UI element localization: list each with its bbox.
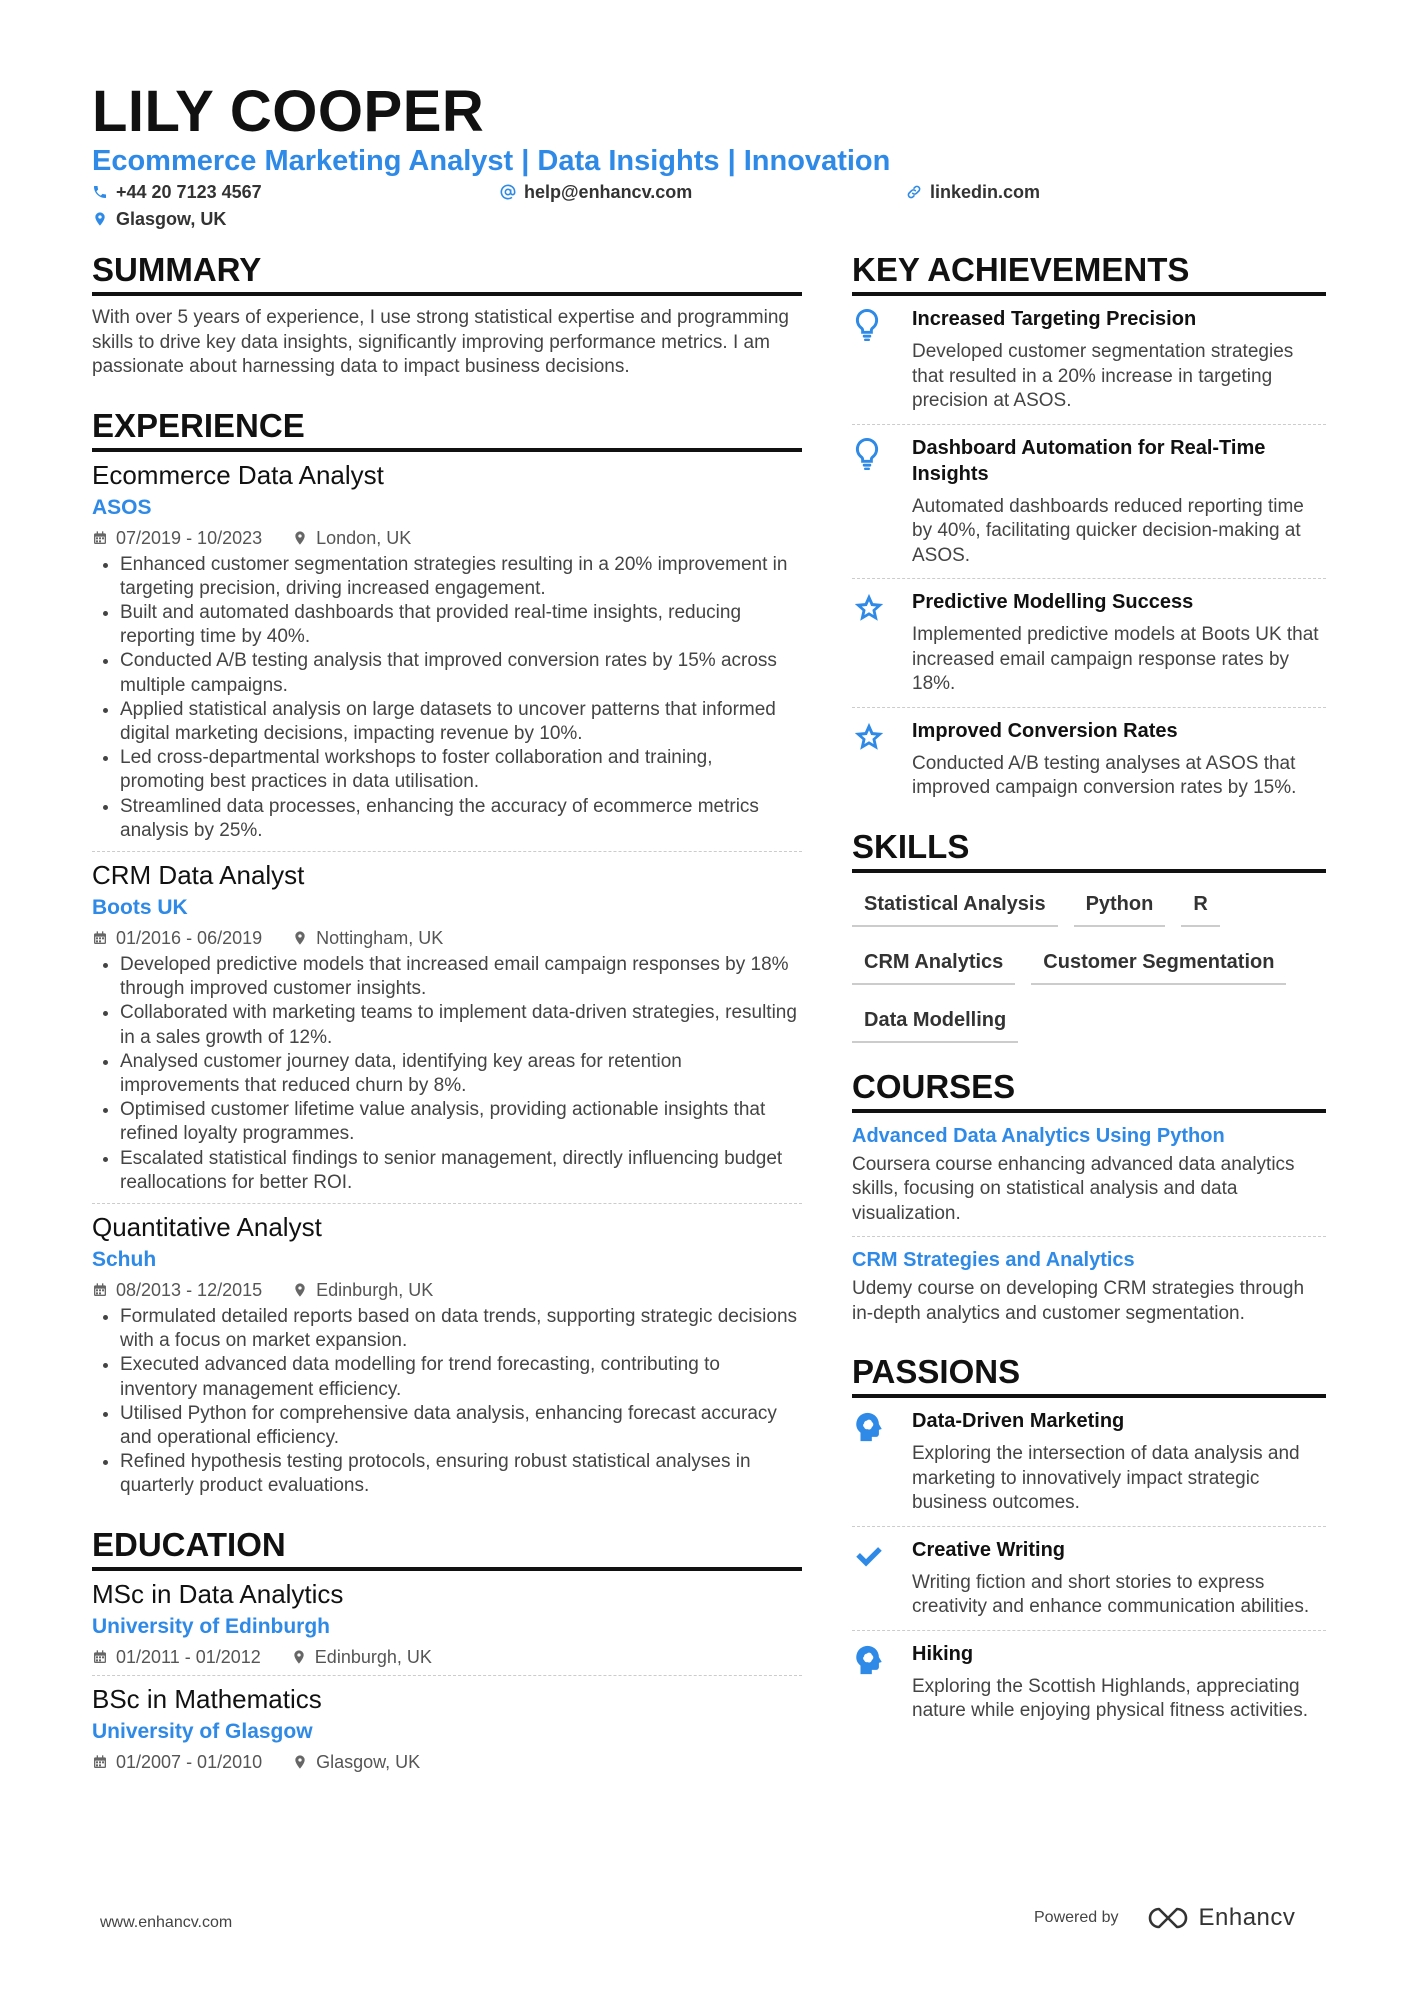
company-name: Schuh [92, 1247, 157, 1271]
linkedin-text[interactable]: linkedin.com [930, 182, 1041, 202]
date-range: 01/2011 - 01/2012 [116, 1646, 261, 1667]
icon-holder [852, 1537, 912, 1620]
bullet-item: • Streamlined data processes, enhancing the accuracy of ecommerce metrics analysis by 25%. [120, 795, 802, 843]
job-title: CRM Data Analyst [92, 859, 305, 890]
education-entry [92, 1577, 802, 1676]
star-icon [852, 591, 886, 625]
school-name: University of Glasgow [92, 1719, 313, 1743]
job-entry [92, 458, 802, 852]
courses-heading: COURSES [852, 1067, 1326, 1113]
achievement-item [852, 425, 1326, 580]
bullet-item: • Conducted A/B testing analysis that improved conversion rates by 15% across multiple campaigns. [120, 649, 802, 697]
item-title: Dashboard Automation for Real-Time Insights [912, 436, 1266, 485]
head-brain-icon [852, 1643, 886, 1677]
passion-item [852, 1631, 1326, 1734]
location-pin-icon [92, 211, 108, 227]
bullet-item: • Executed advanced data modelling for trend forecasting, contributing to inventory management efficiency. [120, 1353, 802, 1401]
icon-holder [852, 718, 912, 801]
icon-holder [852, 1408, 912, 1516]
location-text: Glasgow, UK [116, 209, 227, 229]
achievements-list [852, 296, 1326, 811]
item-title: Improved Conversion Rates [912, 719, 1178, 742]
skill-tag: Customer Segmentation [1031, 941, 1286, 985]
headline: Ecommerce Marketing Analyst | Data Insights | Innovation [92, 145, 891, 177]
date-location-row [92, 1750, 802, 1774]
location-pin-icon [292, 1282, 308, 1298]
lightbulb-icon [852, 437, 882, 471]
skill-tag: Data Modelling [852, 999, 1018, 1043]
date-location-row [92, 926, 802, 950]
item-description: Writing fiction and short stories to express creativity and enhance communication abilities. [912, 1571, 1310, 1617]
candidate-name: LILY COOPER [92, 79, 485, 144]
contact-location [92, 207, 226, 231]
bullet-item: • Utilised Python for comprehensive data analysis, enhancing forecast accuracy and operational efficiency. [120, 1402, 802, 1450]
icon-holder [852, 306, 912, 414]
footer-branding [1034, 1904, 1295, 1932]
courses-list [852, 1123, 1326, 1337]
item-body [912, 1537, 1326, 1620]
item-description: Exploring the Scottish Highlands, appreciating nature while enjoying physical fitness activities. [912, 1675, 1309, 1721]
job-entry [92, 858, 802, 1204]
contact-phone [92, 180, 262, 204]
job-bullets [92, 953, 802, 1195]
date-range: 08/2013 - 12/2015 [116, 1279, 263, 1300]
checkmark-icon [852, 1539, 886, 1573]
course-title: Advanced Data Analytics Using Python [852, 1124, 1225, 1147]
lightbulb-icon [852, 308, 882, 342]
icon-holder [852, 435, 912, 569]
bullet-item: • Developed predictive models that increased email campaign responses by 18% through improved customer insights. [120, 953, 802, 1001]
passions-list [852, 1398, 1326, 1734]
bullet-item: • Built and automated dashboards that provided real-time insights, reducing reporting time by 40%. [120, 601, 802, 649]
job-title: Quantitative Analyst [92, 1211, 322, 1242]
passion-item [852, 1398, 1326, 1527]
achievement-item [852, 296, 1326, 425]
brand-name: Enhancv [1198, 1904, 1296, 1931]
passions-heading: PASSIONS [852, 1352, 1326, 1398]
location: Edinburgh, UK [316, 1279, 434, 1300]
job-bullets [92, 553, 802, 843]
item-body [912, 435, 1326, 569]
location-pin-icon [292, 1754, 308, 1770]
school-name: University of Edinburgh [92, 1614, 331, 1638]
phone-icon [92, 184, 108, 200]
job-entry [92, 1210, 802, 1507]
degree: MSc in Data Analytics [92, 1578, 344, 1609]
date-range: 01/2016 - 06/2019 [116, 927, 263, 948]
skill-tag: Statistical Analysis [852, 883, 1058, 927]
date-range: 07/2019 - 10/2023 [116, 527, 263, 548]
at-icon [500, 184, 516, 200]
skill-tag: CRM Analytics [852, 941, 1015, 985]
bullet-item: • Analysed customer journey data, identifying key areas for retention improvements that reduced churn by 8%. [120, 1050, 802, 1098]
head-brain-icon [852, 1410, 886, 1444]
star-icon [852, 720, 886, 754]
location: Glasgow, UK [316, 1751, 421, 1772]
left-column [92, 250, 802, 1784]
bullet-item: • Formulated detailed reports based on data trends, supporting strategic decisions with a focus on market expansion. [120, 1305, 802, 1353]
job-title: Ecommerce Data Analyst [92, 459, 384, 490]
contact-email [500, 180, 692, 204]
date-range: 01/2007 - 01/2010 [116, 1751, 263, 1772]
degree: BSc in Mathematics [92, 1683, 322, 1714]
summary-text: With over 5 years of experience, I use strong statistical expertise and programming skills to drive key data insights, significantly improving performance metrics. I am passionate about harnessing data to impact business decisions. [92, 307, 789, 377]
bullet-item: • Optimised customer lifetime value analysis, providing actionable insights that refined loyalty programmes. [120, 1098, 802, 1146]
skill-tag: R [1181, 883, 1219, 927]
item-description: Developed customer segmentation strategies that resulted in a 20% increase in targeting precision at ASOS. [912, 341, 1294, 411]
item-body [912, 1408, 1326, 1516]
item-body [912, 589, 1326, 697]
email-text[interactable]: help@enhancv.com [524, 182, 693, 202]
location: Nottingham, UK [316, 927, 444, 948]
education-entry [92, 1682, 802, 1780]
icon-holder [852, 1641, 912, 1724]
job-bullets [92, 1305, 802, 1499]
calendar-icon [92, 1282, 108, 1298]
skill-tag: Python [1074, 883, 1166, 927]
company-name: ASOS [92, 495, 152, 519]
location: Edinburgh, UK [314, 1646, 432, 1667]
company-name: Boots UK [92, 895, 188, 919]
course-title: CRM Strategies and Analytics [852, 1249, 1135, 1271]
location-pin-icon [291, 1649, 307, 1665]
item-title: Increased Targeting Precision [912, 308, 1197, 330]
location-pin-icon [292, 530, 308, 546]
calendar-icon [92, 1754, 108, 1770]
item-body [912, 306, 1326, 414]
achievements-heading: KEY ACHIEVEMENTS [852, 250, 1326, 296]
contact-linkedin [906, 180, 1040, 204]
date-location-row [92, 1278, 802, 1302]
passion-item [852, 1527, 1326, 1631]
experience-list [92, 458, 802, 1507]
location-pin-icon [292, 930, 308, 946]
course-description: Coursera course enhancing advanced data analytics skills, focusing on statistical analysis and data visualization. [852, 1153, 1326, 1238]
link-icon [906, 184, 922, 200]
item-description: Conducted A/B testing analyses at ASOS that improved campaign conversion rates by 15%. [912, 752, 1297, 798]
education-list [92, 1577, 802, 1780]
bullet-item: • Led cross-departmental workshops to foster collaboration and training, promoting best practices in data utilisation. [120, 746, 802, 794]
bullet-item: • Refined hypothesis testing protocols, ensuring robust statistical analyses in quarterly product evaluations. [120, 1450, 802, 1498]
course-entry [852, 1247, 1326, 1336]
item-title: Creative Writing [912, 1538, 1065, 1561]
item-title: Hiking [912, 1642, 974, 1665]
summary-heading: SUMMARY [92, 250, 802, 296]
item-title: Predictive Modelling Success [912, 591, 1194, 613]
calendar-icon [92, 530, 108, 546]
date-location-row [92, 526, 802, 550]
item-description: Automated dashboards reduced reporting time by 40%, facilitating quicker decision-making at ASOS. [912, 495, 1304, 566]
bullet-item: • Collaborated with marketing teams to implement data-driven strategies, resulting in a sales growth of 12%. [120, 1001, 802, 1049]
bullet-item: • Escalated statistical findings to senior management, directly influencing budget reallocations for better ROI. [120, 1147, 802, 1195]
icon-holder [852, 589, 912, 697]
powered-by-text: Powered by [1034, 1909, 1119, 1926]
skills-list [852, 883, 1326, 1057]
bullet-item: • Enhanced customer segmentation strategies resulting in a 20% improvement in targeting precision, driving increased engagement. [120, 553, 802, 601]
item-description: Exploring the intersection of data analysis and marketing to innovatively impact strategic business outcomes. [912, 1443, 1300, 1513]
enhancv-logo-icon [1145, 1905, 1191, 1931]
footer-website[interactable]: www.enhancv.com [100, 1914, 233, 1931]
achievement-item [852, 708, 1326, 811]
education-heading: EDUCATION [92, 1525, 802, 1571]
date-location-row [92, 1645, 802, 1669]
experience-heading: EXPERIENCE [92, 406, 802, 452]
calendar-icon [92, 1649, 108, 1665]
item-body [912, 1641, 1326, 1724]
item-title: Data-Driven Marketing [912, 1410, 1125, 1432]
right-column [852, 250, 1326, 1734]
phone-text: +44 20 7123 4567 [116, 182, 262, 202]
course-description: Udemy course on developing CRM strategies through in-depth analytics and customer segmentation. [852, 1278, 1305, 1324]
bullet-item: • Applied statistical analysis on large datasets to uncover patterns that informed digital marketing decisions, impacting revenue by 10%. [120, 698, 802, 746]
achievement-item [852, 579, 1326, 708]
item-body [912, 718, 1326, 801]
location: London, UK [316, 527, 412, 548]
skills-heading: SKILLS [852, 827, 1326, 873]
course-entry [852, 1123, 1326, 1238]
item-description: Implemented predictive models at Boots UK that increased email campaign response rates by 18%. [912, 624, 1319, 694]
calendar-icon [92, 930, 108, 946]
